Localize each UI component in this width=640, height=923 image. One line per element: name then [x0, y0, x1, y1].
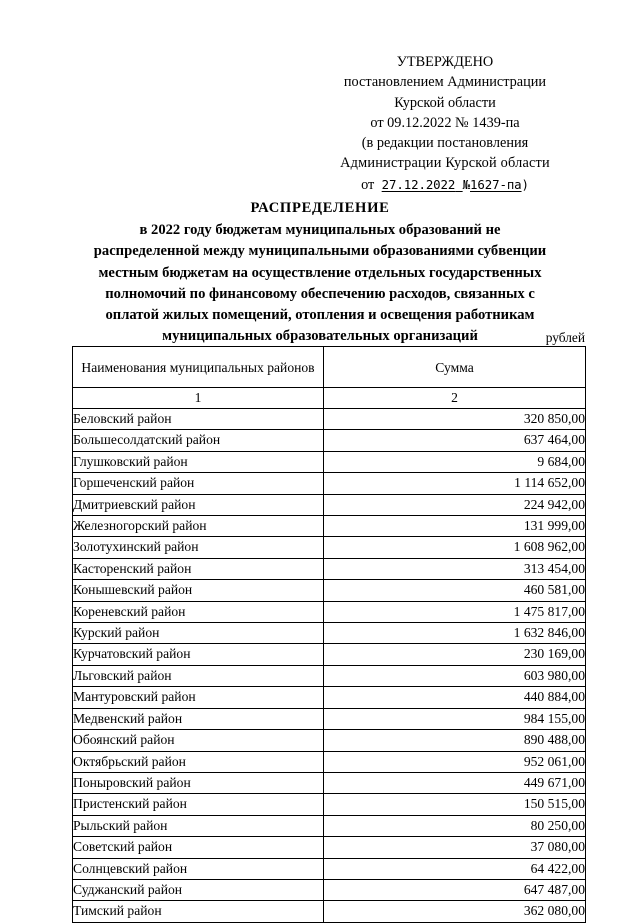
cell-district-name: Тимский район [73, 901, 324, 922]
cell-amount: 313 454,00 [324, 558, 586, 579]
cell-amount: 637 464,00 [324, 430, 586, 451]
cell-district-name: Беловский район [73, 409, 324, 430]
cell-amount: 603 980,00 [324, 665, 586, 686]
table-row [73, 665, 586, 686]
cell-district-name: Касторенский район [73, 558, 324, 579]
table-row [73, 772, 586, 793]
cell-amount: 440 884,00 [324, 687, 586, 708]
table-row [73, 687, 586, 708]
subtitle-line-5: оплатой жилых помещений, отопления и освещения работникам [105, 307, 535, 324]
cell-amount: 890 488,00 [324, 730, 586, 751]
cell-district-name: Дмитриевский район [73, 494, 324, 515]
amendment-stamp [300, 175, 590, 195]
column-header-name: Наименования муниципальных районов [73, 347, 324, 388]
cell-district-name: Медвенский район [73, 708, 324, 729]
approval-line-4: от 09.12.2022 № 1439-па [370, 114, 520, 131]
cell-amount: 1 608 962,00 [324, 537, 586, 558]
cell-district-name: Суджанский район [73, 879, 324, 900]
approval-line-2: постановлением Администрации [343, 74, 547, 91]
subtitle-line-2: распределенной между муниципальными образованиями субвенции [93, 243, 547, 260]
approval-line-5: (в редакции постановления [361, 135, 529, 152]
page-title [62, 198, 578, 347]
distribution-table [72, 346, 586, 923]
cell-amount: 449 671,00 [324, 772, 586, 793]
subtitle-line-6: муниципальных образовательных организаций [162, 328, 478, 345]
amendment-date: 27.12.2022 [381, 176, 456, 192]
cell-amount: 320 850,00 [324, 409, 586, 430]
approval-line-6: Администрации Курской области [340, 155, 550, 172]
subtitle-line-3: местным бюджетам на осуществление отдельных государственных [98, 264, 542, 281]
cell-district-name: Октябрьский район [73, 751, 324, 772]
approval-block [300, 52, 590, 195]
cell-amount: 9 684,00 [324, 451, 586, 472]
cell-district-name: Золотухинский район [73, 537, 324, 558]
cell-district-name: Курчатовский район [73, 644, 324, 665]
cell-amount: 64 422,00 [324, 858, 586, 879]
table-row [73, 558, 586, 579]
cell-district-name: Поныровский район [73, 772, 324, 793]
cell-amount: 1 114 652,00 [324, 473, 586, 494]
approval-line-3: Курской области [394, 94, 496, 111]
cell-amount: 80 250,00 [324, 815, 586, 836]
cell-amount: 952 061,00 [324, 751, 586, 772]
cell-amount: 224 942,00 [324, 494, 586, 515]
number-sign-icon: № [462, 176, 471, 192]
table-row [73, 580, 586, 601]
cell-district-name: Льговский район [73, 665, 324, 686]
table-row [73, 494, 586, 515]
table-column-number-row [73, 388, 586, 409]
table-row [73, 858, 586, 879]
table-header-row [73, 347, 586, 388]
table-row [73, 451, 586, 472]
cell-amount: 1 475 817,00 [324, 601, 586, 622]
cell-district-name: Пристенский район [73, 794, 324, 815]
units-label: рублей [545, 330, 585, 345]
cell-amount: 131 999,00 [324, 516, 586, 537]
cell-amount: 362 080,00 [324, 901, 586, 922]
table-row [73, 708, 586, 729]
table-row [73, 473, 586, 494]
cell-district-name: Советский район [73, 837, 324, 858]
cell-district-name: Горшеченский район [73, 473, 324, 494]
subtitle-line-1: в 2022 году бюджетам муниципальных образований не [139, 222, 501, 239]
table-row [73, 751, 586, 772]
column-number-1: 1 [73, 388, 324, 409]
amendment-prefix: от [361, 176, 375, 193]
table-row [73, 537, 586, 558]
table-row [73, 516, 586, 537]
table-row [73, 879, 586, 900]
table-row [73, 730, 586, 751]
cell-district-name: Курский район [73, 623, 324, 644]
table-row [73, 409, 586, 430]
column-number-2: 2 [324, 388, 586, 409]
title-subtitle [62, 220, 578, 347]
table-body [73, 409, 586, 923]
table-row [73, 815, 586, 836]
table-row [73, 644, 586, 665]
cell-district-name: Обоянский район [73, 730, 324, 751]
cell-amount: 37 080,00 [324, 837, 586, 858]
cell-amount: 460 581,00 [324, 580, 586, 601]
amendment-suffix: ) [521, 176, 529, 192]
cell-amount: 1 632 846,00 [324, 623, 586, 644]
table-row [73, 901, 586, 922]
cell-amount: 230 169,00 [324, 644, 586, 665]
cell-district-name: Мантуровский район [73, 687, 324, 708]
table-row [73, 794, 586, 815]
cell-district-name: Кореневский район [73, 601, 324, 622]
table-row [73, 837, 586, 858]
table-row [73, 623, 586, 644]
title-heading: РАСПРЕДЕЛЕНИЕ [250, 200, 390, 216]
column-header-sum: Сумма [324, 347, 586, 388]
cell-amount: 150 515,00 [324, 794, 586, 815]
cell-district-name: Конышевский район [73, 580, 324, 601]
cell-amount: 984 155,00 [324, 708, 586, 729]
approval-line-1: УТВЕРЖДЕНО [396, 54, 494, 70]
distribution-table-wrapper [72, 346, 585, 923]
cell-district-name: Большесолдатский район [73, 430, 324, 451]
cell-amount: 647 487,00 [324, 879, 586, 900]
cell-district-name: Глушковский район [73, 451, 324, 472]
amendment-number: 1627-па [470, 176, 522, 192]
table-row [73, 430, 586, 451]
table-row [73, 601, 586, 622]
cell-district-name: Солнцевский район [73, 858, 324, 879]
subtitle-line-4: полномочий по финансовому обеспечению расходов, связанных с [105, 285, 535, 302]
cell-district-name: Железногорский район [73, 516, 324, 537]
cell-district-name: Рыльский район [73, 815, 324, 836]
